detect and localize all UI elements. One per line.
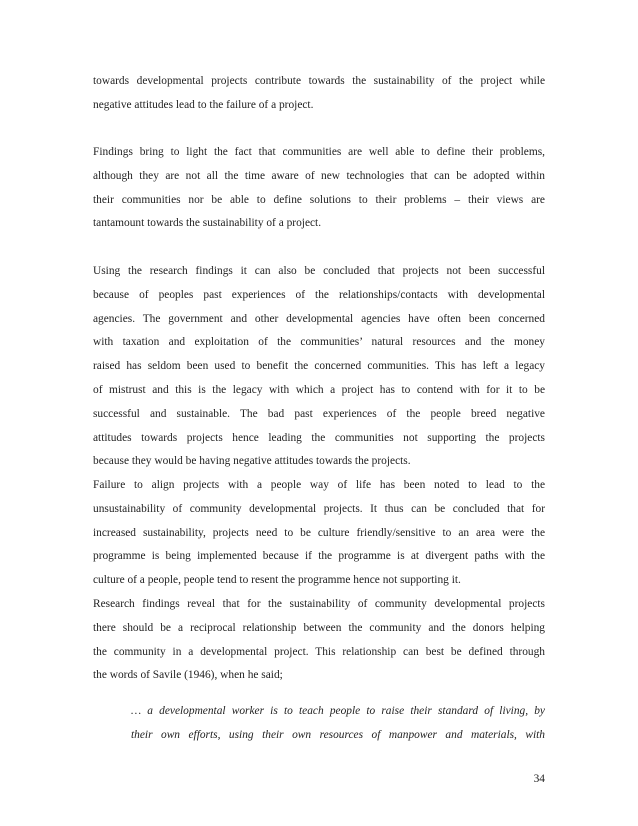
text-line: attitudes towards projects hence leading the communities not supporting the projects: [93, 431, 545, 444]
text-line: although they are not all the time aware of new technologies that can be adopted within: [93, 169, 545, 182]
text-line: Findings bring to light the fact that communities are well able to define their problems,: [93, 146, 545, 158]
text-line: there should be a reciprocal relationship between the community and the donors helping: [93, 621, 545, 634]
text-line: the words of Savile (1946), when he said;: [93, 669, 283, 682]
text-line: raised has seldom been used to benefit the concerned communities. This has left a legacy: [93, 360, 545, 373]
paragraph-2: [93, 141, 545, 236]
text-line: the community in a developmental project. This relationship can best be defined through: [93, 645, 545, 658]
text-line: culture of a people, people tend to resent the programme hence not supporting it.: [93, 574, 461, 587]
text-line: tantamount towards the sustainability of a project.: [93, 217, 322, 230]
quote-line: their own efforts, using their own resources of manpower and materials, with: [131, 728, 545, 741]
text-line: with taxation and exploitation of the communities’ natural resources and the money: [93, 336, 545, 349]
text-line: increased sustainability, projects need to be culture friendly/sensitive to an area were the: [93, 526, 545, 539]
text-line: negative attitudes lead to the failure of a project.: [93, 98, 314, 111]
paragraph-3: [93, 260, 545, 474]
paragraph-1: [93, 70, 545, 118]
text-line: because of peoples past experiences of the relationships/contacts with developmental: [93, 288, 545, 301]
block-quote: [131, 700, 545, 748]
paragraph-4: [93, 474, 545, 593]
text-line: Research findings reveal that for the sustainability of community developmental projects: [93, 598, 545, 610]
text-line: towards developmental projects contribute towards the sustainability of the project while: [93, 75, 545, 87]
text-line: their communities nor be able to define solutions to their problems – their views are: [93, 193, 545, 206]
text-line: unsustainability of community developmental projects. It thus can be concluded that for: [93, 502, 545, 515]
text-line: Using the research findings it can also be concluded that projects not been successful: [93, 265, 545, 277]
text-line: Failure to align projects with a people way of life has been noted to lead to the: [93, 479, 545, 491]
page-number: 34: [533, 773, 545, 785]
quote-line: … a developmental worker is to teach people to raise their standard of living, by: [131, 705, 545, 717]
paragraph-5: [93, 593, 545, 688]
text-line: successful and sustainable. The bad past experiences of the people breed negative: [93, 407, 545, 420]
text-line: agencies. The government and other developmental agencies have often been concerned: [93, 312, 545, 325]
text-line: because they would be having negative attitudes towards the projects.: [93, 455, 411, 468]
text-line: programme is being implemented because if the programme is at divergent paths with the: [93, 550, 545, 563]
text-line: of mistrust and this is the legacy with which a project has to contend with for it to be: [93, 383, 545, 396]
